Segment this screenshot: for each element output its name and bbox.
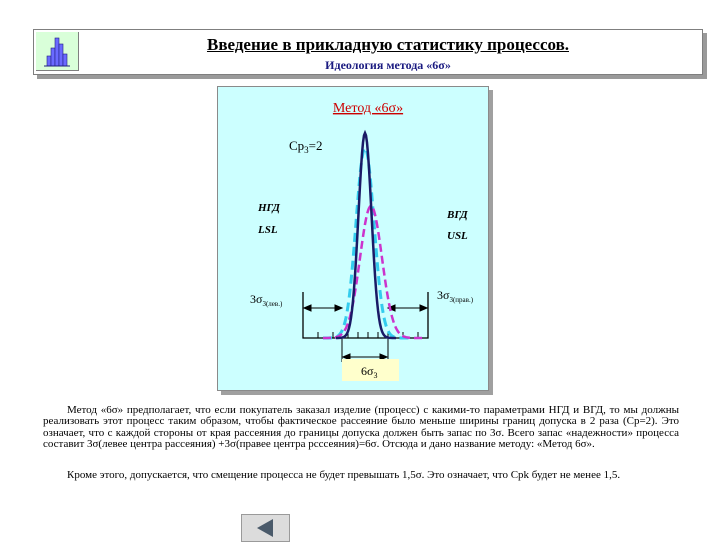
upper-limit-label-ru: ВГД: [447, 209, 468, 221]
left-interval-label: $3\sigma_{3(лев.)}$: [250, 292, 283, 308]
lower-limit-label-en: LSL: [258, 224, 278, 236]
interval-arrows: [304, 305, 427, 362]
right-interval-label: $3\sigma_{3(прав.)}$: [437, 288, 474, 304]
six-sigma-diagram: [217, 86, 489, 391]
cp-label: $Cp_3=2$: [289, 138, 323, 155]
upper-limit-label-en: USL: [447, 230, 468, 242]
histogram-icon: [36, 32, 79, 71]
page-subtitle: Идеология метода «6σ»: [325, 58, 451, 72]
lower-limit-label-ru: НГД: [258, 202, 280, 214]
paragraph-shift-note: Кроме этого, допускается, что смещение процесса не будет превышать 1,5σ. Это означает, что Cpk будет не менее 1,5.: [67, 469, 621, 481]
spec-limits-box: [303, 292, 428, 338]
diagram-title: Метод «6σ»: [332, 101, 404, 116]
page-title: Введение в прикладную статистику процессов.: [206, 35, 569, 54]
slide-header: [33, 29, 703, 75]
back-button[interactable]: [241, 514, 290, 542]
narrow-distribution-curve: [336, 133, 396, 338]
paragraph-method-description: Метод «6σ» предполагает, что если покупатель заказал изделие (процесс) с какими-то параметрами НГД и ВГД, то мы должны реализовать этот процесс таким образом, чтобы фактическое рассеяние было меньше ширины границ допуска в 2 раза (Cp=2). Это означает, что с каждой стороны от края рассеяния до границы допуска должен быть запас по 3σ. Всего запас «надежности» процесса составит 3σ(левее центра рассеяния) +3σ(правее центра рсссеяния)=6σ. Отсюда и дано название методу: «Метод 6σ».: [43, 404, 679, 451]
back-triangle-icon: [242, 515, 289, 541]
spread-label: $6\sigma_3$: [361, 364, 378, 380]
